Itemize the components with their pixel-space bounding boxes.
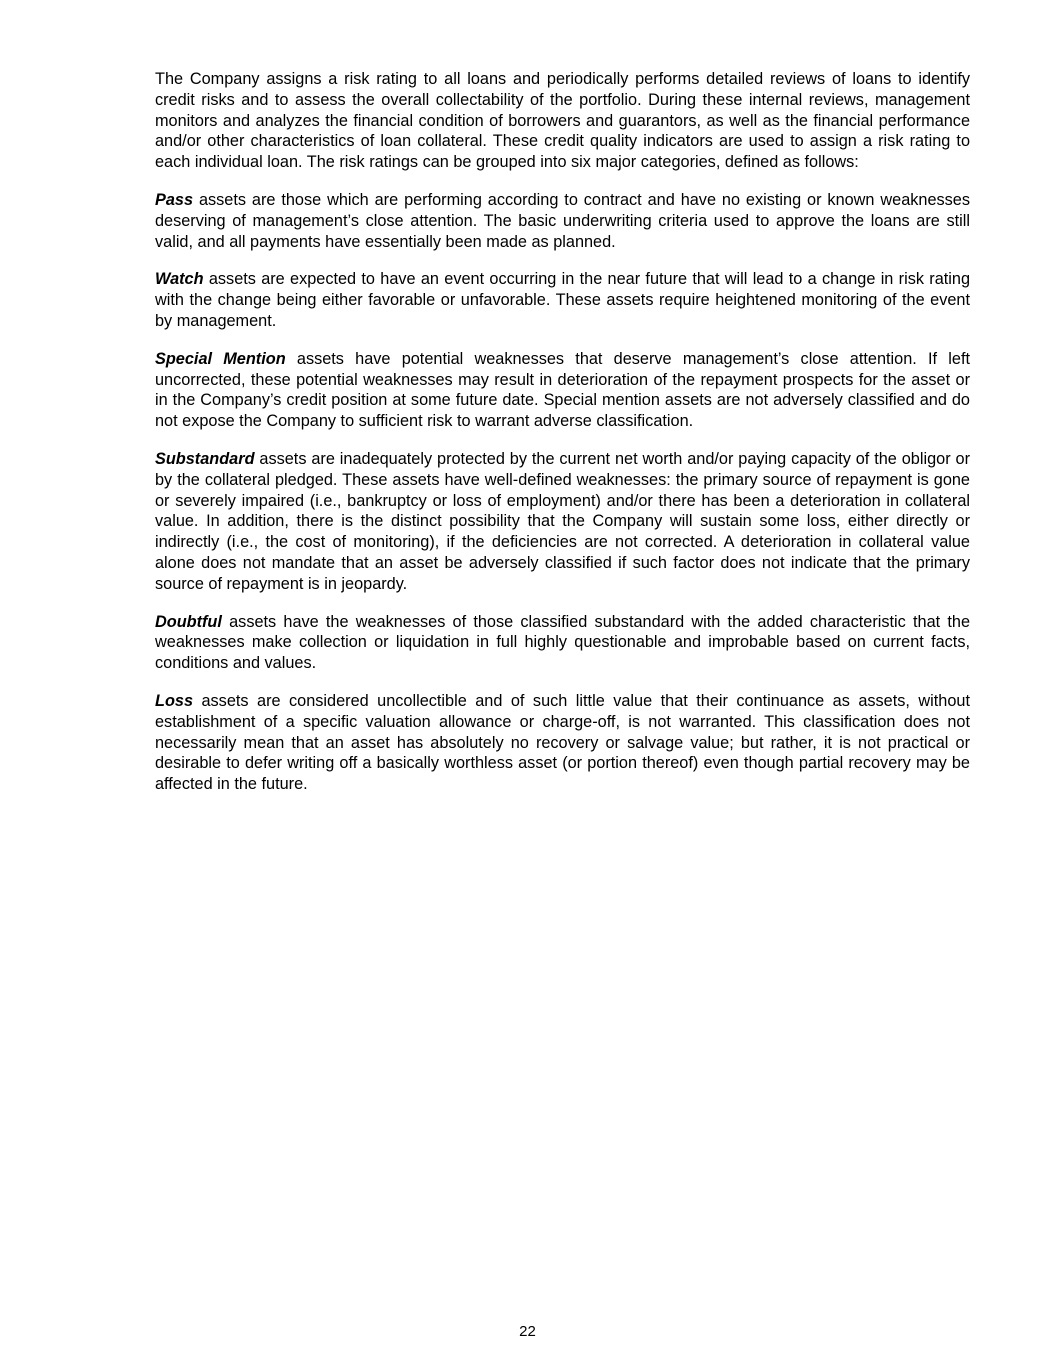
definition-special-mention <box>155 349 970 432</box>
page-number: 22 <box>519 1323 536 1340</box>
definition-text: assets are inadequately protected by the current net worth and/or paying capacity of the obligor or by the collateral pledged. These assets have well-defined weaknesses: the primary source of repayment is gone or severely impaired (i.e., bankruptcy or loss of employment) and/or there has been a deterioration in collateral value. In addition, there is the distinct possibility that the Company will sustain some loss, either directly or indirectly (i.e., the cost of monitoring), if the deficiencies are not corrected. A deterioration in collateral value alone does not mandate that an asset be adversely classified if such factor does not indicate that the primary source of repayment is in jeopardy. <box>155 449 970 593</box>
definition-text: assets have potential weaknesses that deserve management’s close attention. If left uncorrected, these potential weaknesses may result in deterioration of the repayment prospects for the asset or in the Company’s credit position at some future date. Special mention assets are not adversely classified and do not expose the Company to sufficient risk to warrant adverse classification. <box>155 349 970 431</box>
definition-text: assets are expected to have an event occurring in the near future that will lead to a change in risk rating with the change being either favorable or unfavorable. These assets require heightened monitoring of the event by management. <box>155 270 970 330</box>
definition-loss <box>155 691 970 795</box>
definition-term: Watch <box>155 270 204 289</box>
definition-substandard <box>155 449 970 595</box>
definition-term: Special Mention <box>155 349 286 368</box>
definition-doubtful <box>155 612 970 674</box>
definition-term: Substandard <box>155 449 255 468</box>
definition-term: Pass <box>155 190 194 209</box>
document-body <box>155 69 970 812</box>
definition-text: assets have the weaknesses of those classified substandard with the added characteristic that the weaknesses make collection or liquidation in full highly questionable and improbable based on current facts, conditions and values. <box>155 612 970 673</box>
definition-pass <box>155 190 970 252</box>
intro-paragraph: The Company assigns a risk rating to all loans and periodically performs detailed reviews of loans to identify credit risks and to assess the overall collectability of the portfolio. During these internal reviews, management monitors and analyzes the financial condition of borrowers and guarantors, as well as the financial performance and/or other characteristics of loan collateral. These credit quality indicators are used to assign a risk rating to each individual loan. The risk ratings can be grouped into six major categories, defined as follows: <box>155 70 970 172</box>
definition-term: Loss <box>155 691 194 710</box>
definition-term: Doubtful <box>155 612 222 631</box>
definition-watch <box>155 269 970 331</box>
definition-text: assets are considered uncollectible and of such little value that their continuance as assets, without establishment of a specific valuation allowance or charge-off, is not warranted. This classification does not necessarily mean that an asset has absolutely no recovery or salvage value; but rather, it is not practical or desirable to defer writing off a basically worthless asset (or portion thereof) even though partial recovery may be affected in the future. <box>155 691 970 794</box>
definition-text: assets are those which are performing according to contract and have no existing or known weaknesses deserving of management’s close attention. The basic underwriting criteria used to approve the loans are still valid, and all payments have essentially been made as planned. <box>155 190 970 251</box>
